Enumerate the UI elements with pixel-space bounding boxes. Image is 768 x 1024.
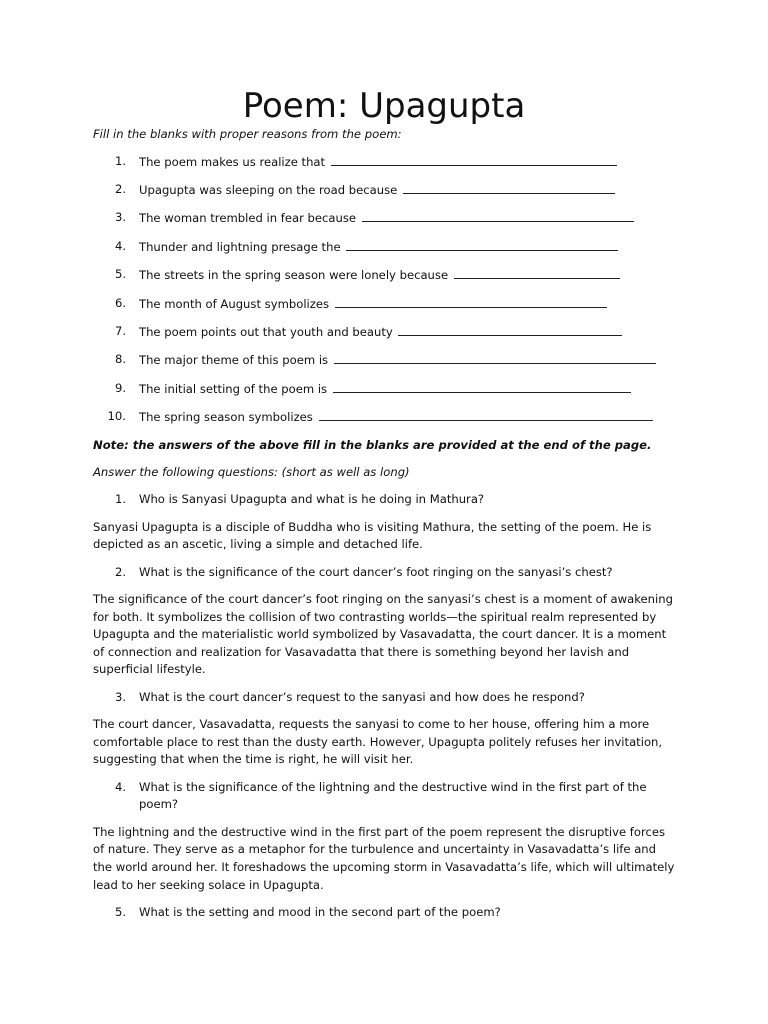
item-number: 2. [114, 181, 126, 196]
question-item [93, 564, 678, 582]
item-text: The initial setting of the poem is [139, 381, 328, 396]
list-item [93, 181, 678, 200]
item-number: 1. [114, 153, 126, 168]
answer-paragraph: The court dancer, Vasavadatta, requests the sanyasi to come to her house, offering him a more comfortable place to rest than the dusty earth. However, Upagupta politely refuses her invitation, suggesting that when the time is right, he will visit her. [93, 717, 663, 767]
questions-heading: Answer the following questions: (short as well as long) [93, 464, 410, 479]
blank-line [331, 153, 617, 166]
blank-line [319, 408, 653, 421]
item-text: The woman trembled in fear because [139, 211, 357, 226]
item-number: 9. [114, 380, 126, 395]
item-text: The spring season symbolizes [139, 410, 313, 425]
answer-paragraph: The lightning and the destructive wind in the first part of the poem represent the disruptive forces of nature. They serve as a metaphor for the turbulence and uncertainty in Vasavadatta’s life and the world around her. It foreshadows the upcoming storm in Vasavadatta’s life, which will ultimately lead to her seeking solace in Upagupta. [93, 824, 675, 892]
item-text: The major theme of this poem is [139, 353, 329, 368]
list-item [93, 351, 678, 370]
question-text: What is the significance of the court dancer’s foot ringing on the sanyasi’s chest? [139, 564, 613, 579]
fill-blanks-list [93, 153, 678, 427]
question-number: 2. [114, 564, 126, 579]
blank-line [398, 323, 622, 336]
question-item [93, 779, 678, 814]
item-number: 4. [114, 238, 126, 253]
blank-line [454, 266, 620, 279]
item-text: Thunder and lightning presage the [139, 239, 341, 254]
question-text: What is the court dancer’s request to the sanyasi and how does he respond? [139, 689, 585, 704]
question-number: 3. [114, 689, 126, 704]
blank-line [334, 351, 656, 364]
page-title: Poem: Upagupta [242, 86, 526, 126]
answer-paragraph: Sanyasi Upagupta is a disciple of Buddha who is visiting Mathura, the setting of the poem. He is depicted as an ascetic, living a simple and detached life. [93, 519, 652, 552]
item-number: 10. [107, 409, 126, 424]
blank-line [346, 238, 618, 251]
item-text: The poem makes us realize that [139, 154, 326, 169]
item-text: Upagupta was sleeping on the road because [139, 182, 398, 197]
question-text: Who is Sanyasi Upagupta and what is he doing in Mathura? [139, 492, 485, 507]
list-item [93, 323, 678, 342]
fill-blanks-instruction: Fill in the blanks with proper reasons from the poem: [93, 127, 402, 141]
document-body [93, 126, 678, 931]
question-text: What is the setting and mood in the second part of the poem? [139, 904, 501, 919]
answers-note: Note: the answers of the above fill in the blanks are provided at the end of the page. [93, 437, 652, 452]
list-item [93, 295, 678, 314]
blank-line [403, 181, 615, 194]
list-item [93, 380, 678, 399]
item-number: 8. [114, 352, 126, 367]
question-item [93, 491, 678, 509]
item-text: The poem points out that youth and beauty [139, 324, 393, 339]
list-item [93, 153, 678, 172]
item-text: The month of August symbolizes [139, 296, 330, 311]
blank-line [362, 209, 634, 222]
list-item [93, 238, 678, 257]
blank-line [333, 380, 631, 393]
list-item [93, 209, 678, 228]
item-number: 7. [114, 323, 126, 338]
question-item [93, 904, 678, 922]
question-number: 1. [114, 492, 126, 507]
question-number: 4. [114, 779, 126, 794]
item-number: 6. [114, 295, 126, 310]
question-number: 5. [114, 904, 126, 919]
item-number: 3. [114, 210, 126, 225]
question-item [93, 689, 678, 707]
item-number: 5. [114, 267, 126, 282]
item-text: The streets in the spring season were lonely because [139, 268, 449, 283]
question-text: What is the significance of the lightning and the destructive wind in the first part of the poem? [139, 779, 647, 812]
list-item [93, 266, 678, 285]
blank-line [335, 295, 607, 308]
list-item [93, 408, 678, 427]
answer-paragraph: The significance of the court dancer’s foot ringing on the sanyasi’s chest is a moment of awakening for both. It symbolizes the collision of two contrasting worlds—the spiritual realm represented by Upagupta and the materialistic world symbolized by Vasavadatta, the court dancer. It is a moment of connection and realization for Vasavadatta that there is something beyond her lavish and superficial lifestyle. [93, 592, 673, 677]
